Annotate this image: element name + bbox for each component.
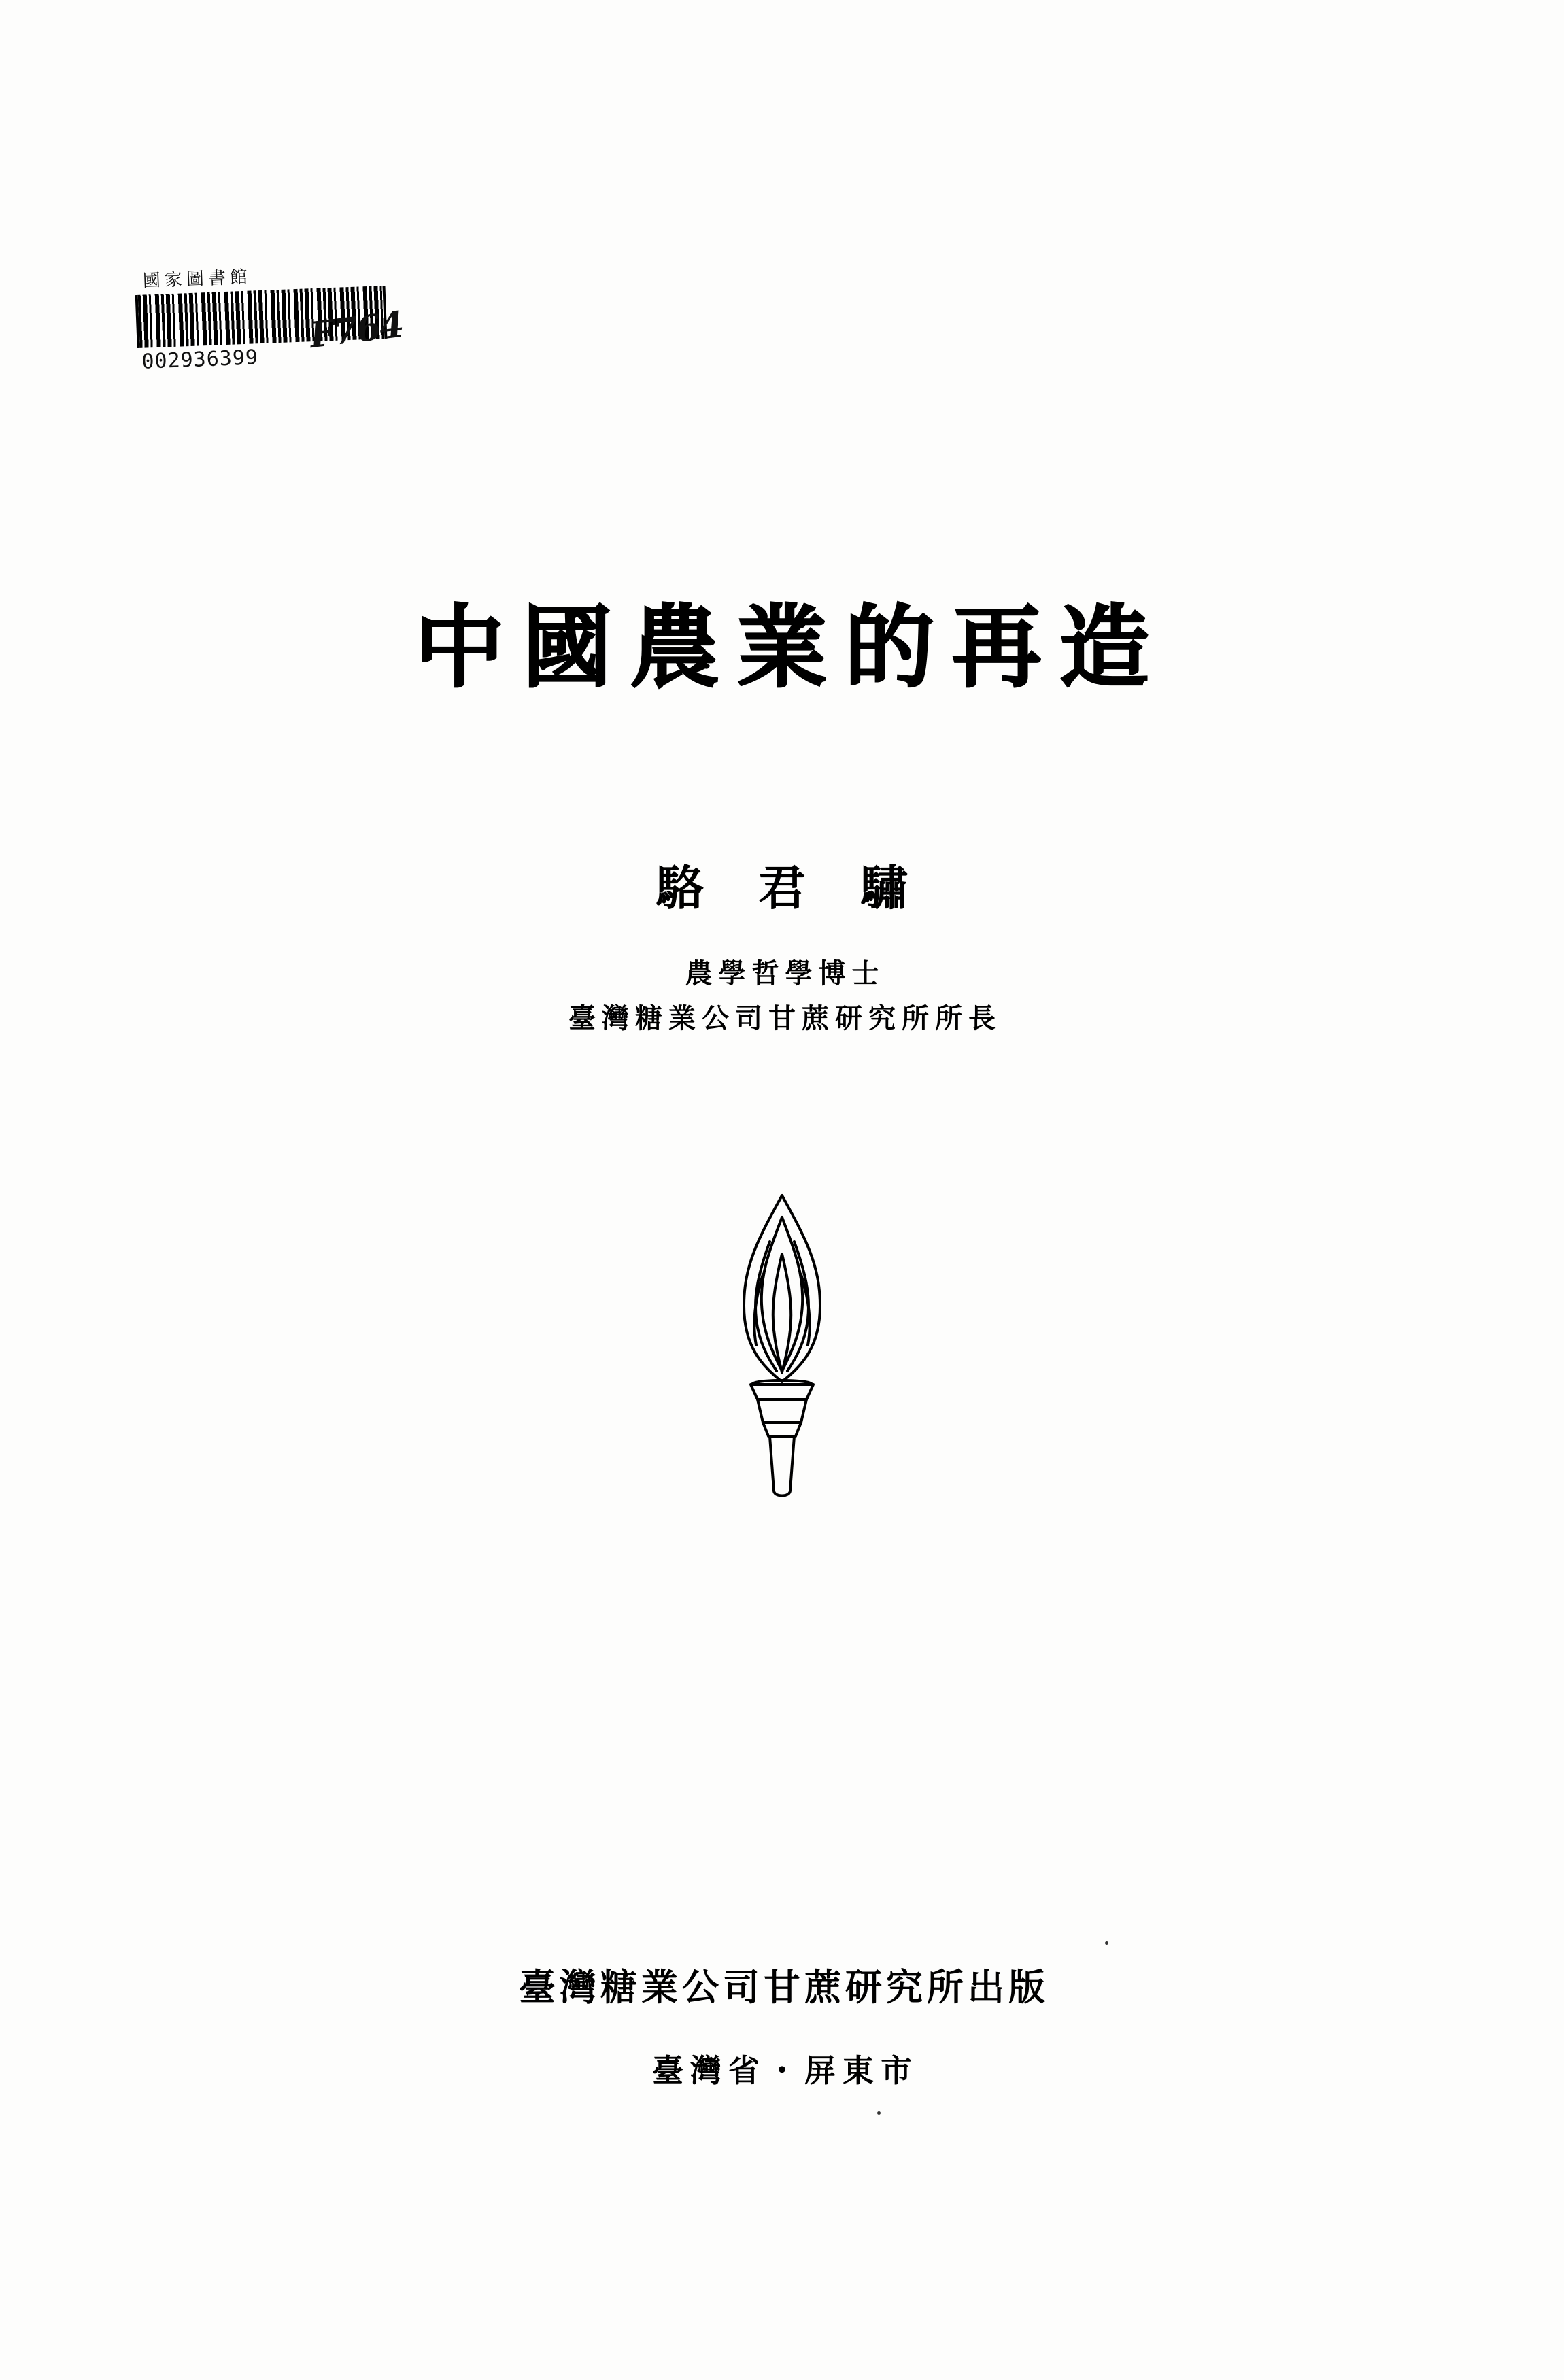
publisher-name: 臺灣糖業公司甘蔗研究所出版: [519, 1965, 1049, 2009]
imprint-block: [0, 1958, 1564, 2091]
author-block: [0, 850, 1564, 1041]
author-credential-line: 臺灣糖業公司甘蔗研究所所長: [568, 1002, 1002, 1034]
title-block: [0, 595, 1564, 700]
shelfmark-handwriting: F764: [307, 303, 405, 357]
page-speck: [877, 2111, 881, 2115]
author-name: 駱 君 驌: [656, 860, 928, 916]
page-title: 中國農業的再造: [415, 595, 1167, 700]
library-name: 國家圖書館: [142, 267, 252, 292]
author-credentials: [0, 951, 1564, 1041]
publication-place: 臺灣省・屏東市: [652, 2052, 919, 2089]
barcode-number: 002936399: [141, 345, 259, 374]
author-credential-line: 農學哲學博士: [685, 957, 885, 989]
page-speck: [1105, 1941, 1108, 1945]
torch-icon: [694, 1183, 870, 1510]
